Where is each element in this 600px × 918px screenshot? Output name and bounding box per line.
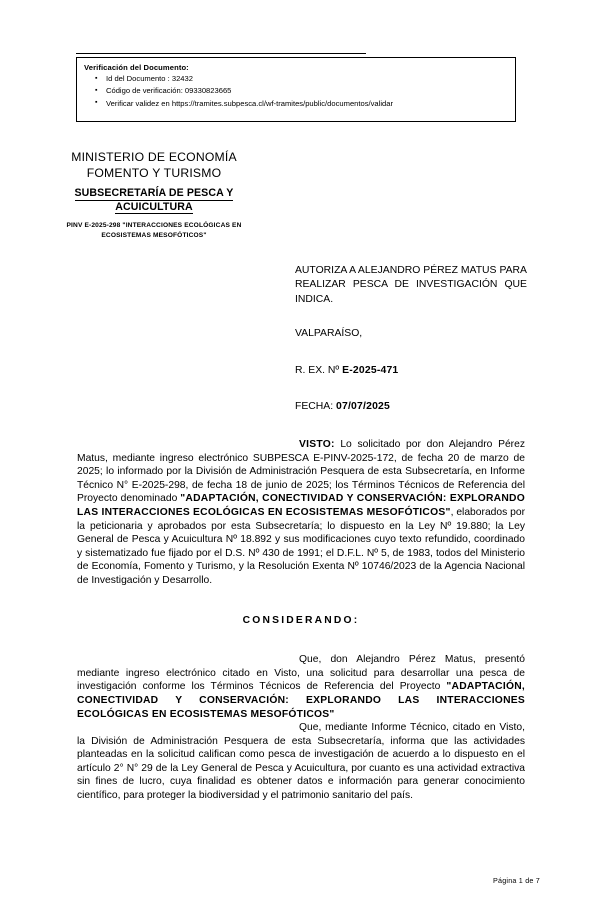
considerando-1-project-title: "ADAPTACIÓN, CONECTIVIDAD Y CONSERVACIÓN: EXPLORANDO LAS INTERACCIONES ECOLÓGICAS EN ECOSISTEMAS MESOFÓTICOS"	[77, 681, 525, 720]
authorization-title: AUTORIZA A ALEJANDRO PÉREZ MATUS PARA REALIZAR PESCA DE INVESTIGACIÓN QUE INDICA.	[295, 265, 527, 305]
subsecretaria-line-1	[14, 187, 294, 201]
title-block	[295, 264, 527, 414]
verification-list	[84, 73, 513, 110]
ministry-line-1: MINISTERIO DE ECONOMÍA	[71, 150, 237, 164]
verification-item-id: ▪ Id del Documento : 32432	[106, 73, 513, 85]
resolution-number-value: E-2025-471	[342, 364, 399, 376]
spacer-before-considerando	[77, 588, 525, 614]
paragraph-visto	[77, 438, 525, 588]
verification-top-rule-left	[76, 53, 366, 54]
body-text	[77, 438, 525, 803]
date-label: FECHA:	[295, 401, 336, 413]
paragraph-considerando-2	[77, 721, 525, 803]
verification-bottom-rule	[76, 121, 366, 122]
considerando-1-text: Que, don Alejandro Pérez Matus, presentó mediante ingreso electrónico citado en Visto, una solicitud para desarrollar una pesca de investigación conforme los Términos Técnicos de Referencia del Proyecto	[77, 654, 525, 693]
pinv-line-2: ECOSISTEMAS MESOFÓTICOS"	[101, 231, 207, 239]
footer	[0, 876, 540, 885]
subsecretaria-line-2-text: ACUICULTURA	[115, 200, 193, 213]
city-line: VALPARAÍSO,	[295, 328, 363, 340]
page-number: Página 1 de 7	[493, 876, 540, 885]
ministry-line-2: FOMENTO Y TURISMO	[86, 165, 222, 180]
paragraph-considerando-1	[77, 653, 525, 721]
considerando-heading: CONSIDERANDO:	[242, 614, 360, 626]
subsecretaria-line-2	[14, 201, 294, 215]
spacer-after-considerando	[77, 627, 525, 653]
resolution-number-line	[295, 364, 527, 378]
verification-item-code: ▪ Código de verificación: 09330823665	[106, 85, 513, 97]
verification-title: Verificación del Documento:	[84, 63, 189, 72]
visto-label: VISTO:	[299, 439, 335, 450]
verification-item-url[interactable]: ▪ Verificar validez en https://tramites.subpesca.cl/wf-tramites/public/documentos/validar	[106, 98, 513, 110]
letterhead	[14, 150, 294, 240]
considerando-2-text: Que, mediante Informe Técnico, citado en Visto, la División de Administración Pesquera de esta Subsecretaría, informa que las actividades planteadas en la solicitud califican como pesca de investigación de acuerdo a lo dispuesto en el artículo 2° N° 29 de la Ley General de Pesca y Acuicultura, por cuanto es una actividad extractiva sin fines de lucro, cuya finalidad es obtener datos e información para generar conocimiento científico, para proteger la biodiversidad y el patrimonio sanitario del país.	[77, 722, 525, 802]
date-value: 07/07/2025	[336, 401, 391, 413]
visto-text-b: , elaborados por la peticionaria y aprobados por esta Subsecretaría; lo dispuesto en la Ley Nº 19.880; la Ley General de Pesca y Acuicultura Nº 18.892 y sus modificaciones cuyo texto refundido, coordinado y sistematizado fue fijado por el D.S. Nº 430 de 1991; el D.F.L. Nº 5, de 1983, todos del Ministerio de Economía, Fomento y Turismo, y la Resolución Exenta Nº 10746/2023 de la Agencia Nacional de Investigación y Desarrollo.	[77, 506, 526, 586]
date-line	[295, 400, 527, 414]
visto-text-a: Lo solicitado por don Alejandro Pérez Matus, mediante ingreso electrónico SUBPESCA E-PINV-2025-172, de fecha 20 de marzo de 2025; lo informado por la División de Administración Pesquera de esta Subsecretaría, en Informe Técnico N° E-2025-298, de fecha 18 de junio de 2025; los Términos Técnicos de Referencia del Proyecto denominado	[77, 439, 525, 505]
subsecretaria-line-1-text: SUBSECRETARÍA DE PESCA Y	[74, 187, 234, 199]
pinv-line-1: PINV E-2025-298 "INTERACCIONES ECOLÓGICAS EN	[66, 222, 242, 229]
visto-project-title: "ADAPTACIÓN, CONECTIVIDAD Y CONSERVACIÓN: EXPLORANDO LAS INTERACCIONES ECOLÓGICAS EN ECOSISTEMAS MESOFÓTICOS"	[77, 493, 525, 518]
verification-box	[76, 57, 516, 122]
resolution-number-label: R. EX. Nº	[295, 364, 343, 376]
